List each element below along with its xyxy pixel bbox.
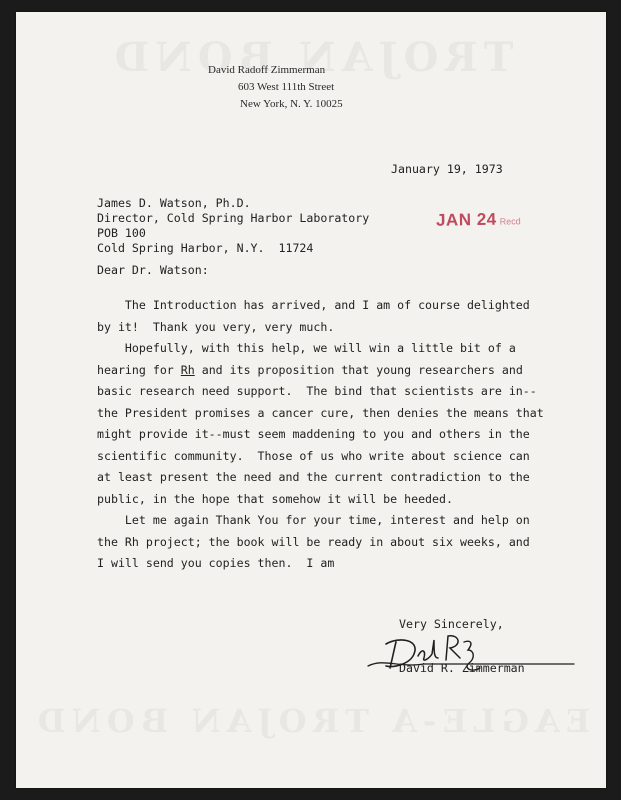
- letter-body: [97, 295, 544, 575]
- letterhead-name: David Radoff Zimmerman: [208, 64, 326, 76]
- body-line: Let me again Thank You for your time, interest and help on: [97, 513, 530, 527]
- letterhead: [208, 62, 408, 113]
- letterhead-city: New York, N. Y. 10025: [240, 98, 343, 110]
- letter-date: January 19, 1973: [391, 162, 503, 176]
- recipient-line: Director, Cold Spring Harbor Laboratory: [97, 211, 370, 225]
- body-text: and its proposition that young researchers and: [194, 362, 523, 377]
- stamp-date: JAN 24: [435, 209, 497, 230]
- letterhead-street: 603 West 111th Street: [238, 81, 335, 93]
- body-line: Hopefully, with this help, we will win a little bit of a: [97, 341, 516, 355]
- body-line: The Introduction has arrived, and I am of course delighted: [97, 298, 530, 312]
- book-title: Rh: [180, 362, 195, 377]
- body-line: at least present the need and the current contradiction to the: [97, 470, 530, 484]
- body-line: might provide it--must seem maddening to you and others in the: [97, 427, 530, 441]
- body-line: public, in the hope that somehow it will be heeded.: [97, 491, 453, 506]
- watermark-bottom: [16, 702, 606, 740]
- recipient-line: POB 100: [97, 226, 146, 240]
- recipient-line: Cold Spring Harbor, N.Y. 11724: [97, 241, 314, 255]
- body-line: basic research need support. The bind that scientists are in--: [97, 384, 537, 398]
- body-line: I will send you copies then. I am: [97, 556, 335, 570]
- body-line: by it! Thank you very, very much.: [97, 319, 335, 334]
- closing: Very Sincerely,: [399, 617, 504, 631]
- body-line: [97, 360, 544, 382]
- stamp-note: Recd: [499, 216, 521, 227]
- body-text: hearing for: [97, 362, 181, 377]
- recipient-address: [97, 196, 369, 256]
- salutation: Dear Dr. Watson:: [97, 263, 209, 277]
- recipient-line: James D. Watson, Ph.D.: [97, 196, 251, 210]
- signer-name: David R. Zimmerman: [399, 661, 525, 675]
- body-line: scientific community. Those of us who write about science can: [97, 448, 530, 463]
- body-line: the Rh project; the book will be ready in about six weeks, and: [97, 534, 530, 549]
- body-line: the President promises a cancer cure, then denies the means that: [97, 405, 544, 420]
- received-stamp: [436, 209, 521, 230]
